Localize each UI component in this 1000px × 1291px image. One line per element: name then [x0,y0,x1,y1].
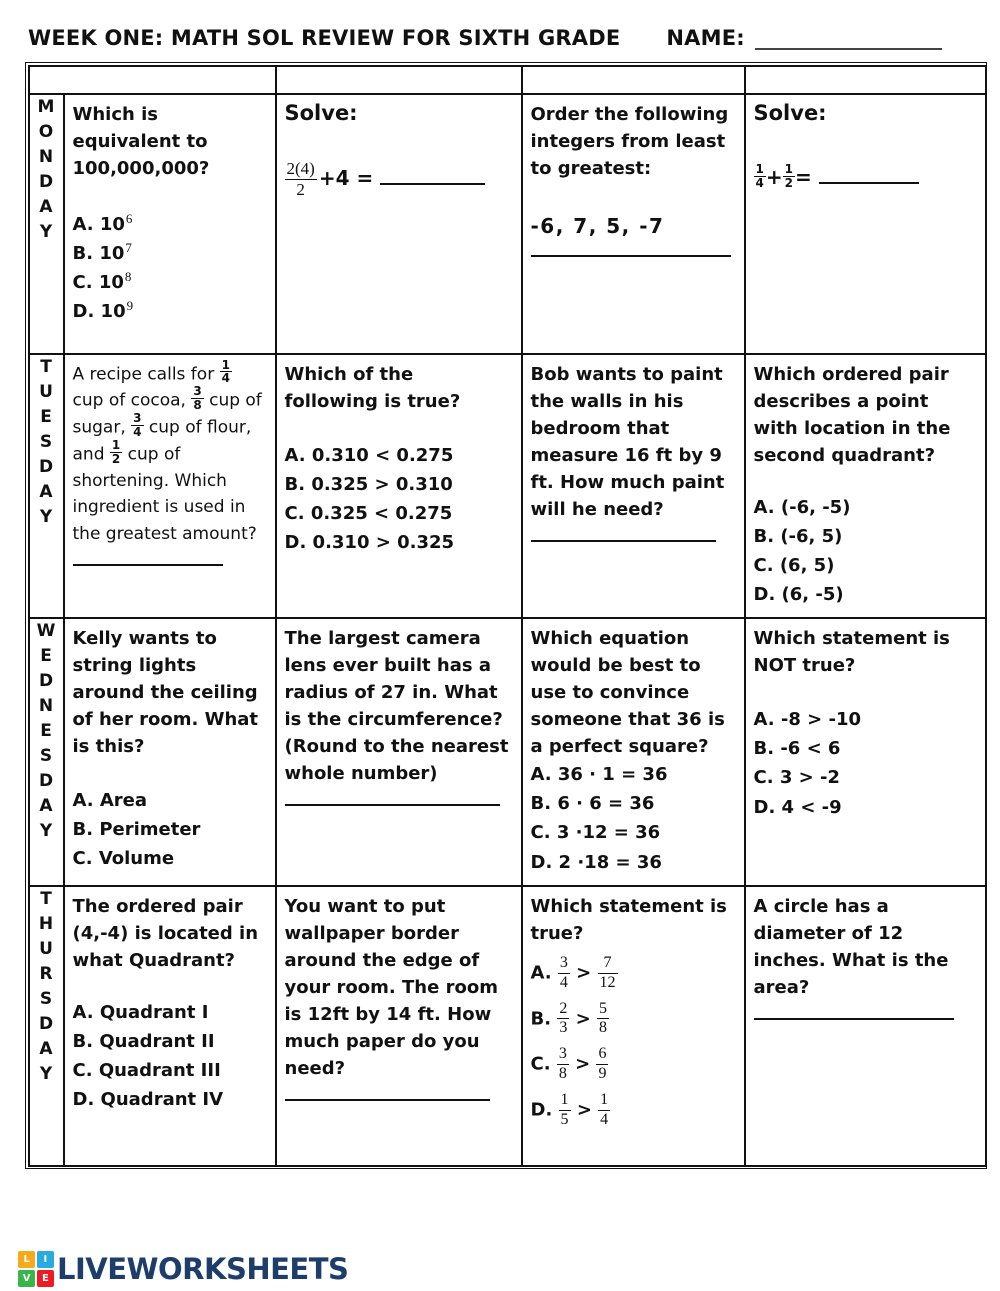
text: C. 3 ·12 = 36 [530,822,661,844]
text: B. 6 · 6 = 36 [530,793,655,815]
question-text [531,238,731,262]
text: B. (-6, 5) [753,525,843,547]
text: A. -8 > -10 [753,709,861,731]
answer-choice [73,1085,224,1114]
cell-content [277,355,521,566]
fraction: $\frac{3}{4}$ [559,953,568,991]
answer-blank[interactable] [531,525,716,542]
answer-choice [285,441,454,470]
cell-content [65,887,275,1123]
cell-content [523,619,744,885]
answer-choice [754,522,843,551]
text: Bob wants to paint the walls in his bedroom that measure 16 ft by 9 ft. How much paint will he need? [530,363,725,520]
exponent: 8 [124,268,132,284]
day-letter: S [39,988,53,1009]
question-cell-thursday-q4 [745,886,986,1166]
text: Which ordered pair describes a point with location in the second quadrant? [753,363,951,466]
day-label-thursday [29,886,64,1166]
question-cell-tuesday-q1 [64,354,276,619]
text: B. [530,1007,558,1029]
text: The largest camera lens ever built has a radius of 27 in. What is the circumference? (Round to the nearest whole number) [284,628,509,785]
text: C. [530,1053,557,1075]
cell-content [746,355,985,618]
text: D. 0.310 > 0.325 [284,531,455,553]
day-letter: A [39,796,53,817]
day-letter: D [38,456,54,477]
answer-choice [285,499,453,528]
day-letter: D [38,171,54,192]
worksheet-row-monday [29,94,986,354]
day-letter: Y [39,1063,53,1084]
question-cell-wednesday-q4 [745,618,986,886]
text: A. 0.310 < 0.275 [284,444,454,466]
question-text [73,547,223,571]
question-cell-monday-q1 [64,94,276,354]
logo-tile: I [37,1251,54,1268]
name-field[interactable] [755,24,942,50]
question-text [531,893,736,947]
answer-choice [531,1045,609,1084]
day-label-monday [29,94,64,354]
fraction: $\frac{5}{8}$ [598,999,607,1037]
question-text [531,523,716,547]
cell-content [523,887,744,1138]
question-text [72,357,267,548]
answer-choice [531,818,661,847]
answer-choice [285,470,453,499]
day-letter: Y [39,221,53,242]
header-cell [29,66,276,94]
question-cell-tuesday-q3 [522,354,745,619]
text: = [794,164,819,189]
answer-choice [73,210,133,239]
answer-choice [754,793,842,822]
question-text [285,787,500,811]
text: Which equation would be best to use to convince someone that 36 is a perfect square? [530,628,725,758]
text: C. (6, 5) [753,554,835,576]
text: A circle has a diameter of 12 inches. What is the area? [753,895,949,998]
text: C. Volume [72,848,175,870]
question-cell-monday-q2 [276,94,522,354]
worksheet-table-frame [25,62,987,1169]
question-text [754,161,919,192]
question-text [754,625,977,679]
question-text [754,361,977,469]
question-text [285,361,513,415]
question-cell-monday-q4 [745,94,986,354]
answer-choice [754,493,851,522]
day-letter: E [40,646,52,667]
answer-choice [73,1056,221,1085]
text: A. [530,962,558,984]
text: B. 0.325 > 0.310 [284,473,453,495]
fraction: $\frac{1}{4}$ [755,161,764,190]
day-letter: S [39,746,53,767]
text: B. Quadrant II [72,1030,215,1052]
question-text [285,101,358,125]
liveworksheets-logo-icon [18,1251,54,1287]
answer-blank[interactable] [819,167,919,184]
day-letter: W [36,621,56,642]
day-letter: U [39,938,53,959]
day-letter: R [39,963,53,984]
liveworksheets-footer [18,1251,348,1287]
answer-blank[interactable] [531,240,731,257]
day-letter: A [39,196,53,217]
text: D. [530,1099,559,1121]
logo-tile: L [18,1251,35,1268]
text: Which statement is NOT true? [753,628,950,677]
question-text [285,159,486,200]
day-letter: Y [39,821,53,842]
text: A. Quadrant I [72,1001,209,1023]
question-text [754,893,977,1001]
cell-content [746,95,985,200]
cell-content [65,355,275,580]
cell-content [277,887,521,1114]
text: A. 36 · 1 = 36 [530,764,668,786]
fraction: $\frac{1}{2}$ [111,438,121,467]
header-cell [522,66,745,94]
question-cell-thursday-q3 [522,886,745,1166]
answer-choice [531,789,655,818]
answer-blank[interactable] [73,549,223,566]
text: cup of sugar, [72,390,262,438]
question-cell-thursday-q2 [276,886,522,1166]
text: cup of flour, and [72,417,252,465]
answer-choice [754,551,835,580]
text: Solve: [753,100,827,125]
page-title: WEEK ONE: MATH SOL REVIEW FOR SIXTH GRADE [28,26,621,50]
text: C. 0.325 < 0.275 [284,502,453,524]
cell-content [746,619,985,830]
text: B. Perimeter [72,819,201,841]
question-text [531,214,665,238]
day-letter: U [39,381,53,402]
text: + [765,164,783,189]
text: > [569,1007,597,1029]
worksheet-row-thursday [29,886,986,1166]
question-text [754,1001,954,1025]
fraction: $\frac{7}{12}$ [599,953,616,991]
day-label-wednesday [29,618,64,886]
answer-choice [531,848,662,877]
text: > [569,962,598,984]
text: Kelly wants to string lights around the ceiling of her room. What is this? [72,628,259,758]
question-cell-monday-q3 [522,94,745,354]
answer-choice [531,1000,609,1039]
question-cell-wednesday-q1 [64,618,276,886]
answer-choice [754,734,841,763]
question-text [73,893,267,974]
text: C. 3 > -2 [753,767,840,789]
day-letter: E [40,721,52,742]
text: B. 10 [72,242,125,264]
question-cell-wednesday-q2 [276,618,522,886]
day-letter: H [38,913,54,934]
text: D. 10 [72,300,126,322]
text: -6, 7, 5, -7 [530,213,665,238]
fraction: $\frac{3}{8}$ [558,1045,567,1083]
answer-blank[interactable] [380,168,485,185]
day-label-tuesday [29,354,64,619]
worksheet-row-tuesday [29,354,986,619]
text: Which statement is true? [530,895,727,944]
empty-header-row [29,66,986,94]
day-letter: T [40,356,52,377]
text: Which of the following is true? [284,363,461,412]
text: You want to put wallpaper border around the edge of your room. The room is 12ft by 14 ft. How much paper do you need? [284,895,498,1079]
text: D. 4 < -9 [753,796,842,818]
question-text [73,625,267,760]
day-letter: E [40,406,52,427]
text: D. 2 ·18 = 36 [530,851,662,873]
cell-content [523,95,744,270]
day-letter: A [39,481,53,502]
logo-tile: E [37,1270,54,1287]
answer-choice [73,815,201,844]
cell-content [523,355,744,555]
day-letter: S [39,431,53,452]
answer-choice [73,844,175,873]
day-letter: D [38,771,54,792]
day-letter: N [38,696,54,717]
answer-choice [73,1027,215,1056]
header-cell [276,66,522,94]
answer-choice [754,763,840,792]
text: Which is equivalent to 100,000,000? [72,103,210,179]
answer-choice [531,954,618,993]
worksheet-row-wednesday [29,618,986,886]
answer-choice [73,239,132,268]
day-letter: D [38,1013,54,1034]
fraction: $\frac{1}{2}$ [784,161,793,190]
question-text [531,361,736,523]
fraction: $\frac{3}{8}$ [193,384,202,413]
worksheet-header [28,24,942,50]
fraction: $\frac{2(4)}{2}$ [286,158,315,199]
fraction: $\frac{3}{4}$ [133,411,142,440]
cell-content [277,619,521,819]
question-cell-thursday-q1 [64,886,276,1166]
text: cup of shortening. Which ingredient is used in the greatest amount? [72,444,257,544]
fraction: $\frac{1}{5}$ [560,1091,569,1128]
text: A. 10 [72,213,125,235]
text: C. Quadrant III [72,1060,221,1082]
question-text [531,625,736,760]
text: C. 10 [72,271,124,293]
text: Solve: [284,100,358,125]
exponent: 6 [125,210,133,226]
answer-choice [73,998,209,1027]
question-cell-wednesday-q3 [522,618,745,886]
day-letter: Y [39,506,53,527]
text: B. -6 < 6 [753,738,841,760]
answer-blank[interactable] [754,1003,954,1020]
question-cell-tuesday-q2 [276,354,522,619]
day-letter: N [38,146,54,167]
day-letter: T [40,888,52,909]
answer-blank[interactable] [285,789,500,806]
cell-content [277,95,521,208]
cell-content [65,95,275,335]
answer-blank[interactable] [285,1084,490,1101]
question-text [73,101,267,182]
day-letter: A [39,1038,53,1059]
text: The ordered pair (4,-4) is located in what Quadrant? [72,895,259,971]
fraction: $\frac{1}{4}$ [221,357,230,386]
day-letter: M [37,96,55,117]
name-label: NAME: [666,26,745,50]
fraction: $\frac{2}{3}$ [559,999,568,1037]
text: D. (6, -5) [753,583,844,605]
day-letter: O [38,121,54,142]
question-text [531,101,736,182]
cell-content [65,619,275,881]
answer-choice [754,580,844,609]
answer-choice [73,297,134,326]
answer-choice [754,705,862,734]
question-cell-tuesday-q4 [745,354,986,619]
question-text [754,101,827,125]
text: A. Area [72,790,148,812]
text: +4 = [318,165,381,190]
brand-wordmark: LIVEWORKSHEETS [57,1252,349,1286]
fraction: $\frac{6}{9}$ [598,1045,607,1083]
question-text [285,893,513,1082]
text: > [570,1099,599,1121]
day-letter: D [38,671,54,692]
text: cup of cocoa, [72,390,192,411]
text: A. (-6, -5) [753,496,851,518]
exponent: 9 [126,297,134,313]
header-cell [745,66,986,94]
exponent: 7 [125,239,132,255]
question-text [285,625,513,787]
text: A recipe calls for [72,363,220,384]
answer-choice [73,268,132,297]
text: > [568,1053,597,1075]
worksheet-table [28,65,987,1167]
text: Order the following integers from least to greatest: [530,103,729,179]
cell-content [746,887,985,1033]
answer-choice [531,760,668,789]
question-text [285,1082,490,1106]
answer-choice [285,528,455,557]
name-group [666,24,942,50]
logo-tile: V [18,1270,35,1287]
fraction: $\frac{1}{4}$ [600,1091,609,1128]
answer-choice [531,1091,611,1130]
text: D. Quadrant IV [72,1089,224,1111]
answer-choice [73,786,148,815]
